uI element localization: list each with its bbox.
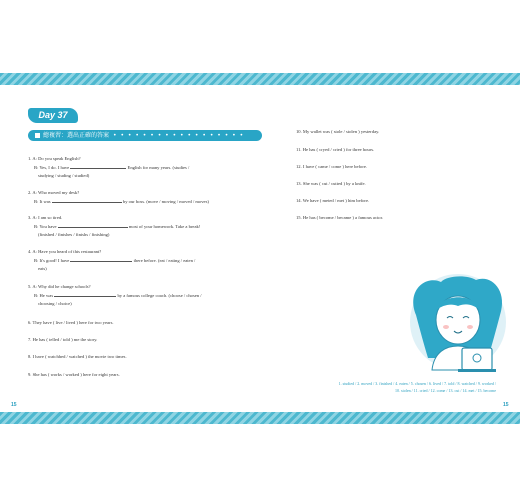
question-2 — [28, 189, 268, 206]
question-10: 10. My wallet was ( stole / stolen ) yesterday. — [296, 129, 380, 134]
question-4 — [28, 248, 268, 274]
page-number-right: 15 — [503, 402, 509, 408]
day-badge: Day 37 — [28, 108, 78, 123]
section-dots: • • • • • • • • • • • • • • • • • • — [113, 132, 245, 139]
answer-key — [296, 381, 496, 394]
bottom-decorative-band — [0, 412, 520, 424]
checkbox-icon — [35, 133, 40, 138]
question-12: 12. I have ( came / come ) here before. — [296, 164, 368, 169]
question-prompt: 2. A: Who moved my desk? — [28, 190, 80, 195]
section-title: 總複習：選出正確的答案 — [43, 132, 110, 139]
section-header — [28, 130, 262, 141]
answer-blank[interactable] — [52, 197, 122, 203]
question-3 — [28, 214, 268, 240]
question-13: 13. She was ( cut / cutted ) by a knife. — [296, 181, 366, 186]
answer-blank[interactable] — [58, 222, 128, 228]
question-options: choosing / choice) — [38, 301, 72, 307]
question-prompt: 4. A: Have you heard of this restaurant? — [28, 249, 102, 254]
answer-blank[interactable] — [54, 291, 116, 297]
question-15: 15. He has ( become / became ) a famous actor. — [296, 215, 383, 220]
top-decorative-band — [0, 73, 520, 85]
question-prompt: 1. A: Do you speak English? — [28, 156, 81, 161]
question-1 — [28, 155, 268, 181]
answer-blank[interactable] — [70, 256, 132, 262]
question-7: 7. He has ( telled / told ) me the story. — [28, 337, 98, 342]
question-answer-line: B: It was by our boss. (move / moving / moved / moves) — [34, 199, 209, 205]
question-6: 6. They have ( live / lived ) here for two years. — [28, 320, 114, 325]
question-14: 14. We have ( meted / met ) him before. — [296, 198, 370, 203]
question-answer-line: B: You have most of your homework. Take a break! — [34, 224, 201, 230]
question-5 — [28, 283, 268, 309]
question-answer-line: B: It's good! I have there before. (eat / eating / eaten / — [34, 258, 196, 264]
girl-with-laptop-illustration — [396, 270, 518, 380]
answer-blank[interactable] — [70, 163, 126, 169]
question-prompt: 3. A: I am so tired. — [28, 215, 63, 220]
answer-key-line: 1. studied / 2. moved / 3. finished / 4. eaten / 5. chosen / 6. lived / 7. told / 8. watched / 9. worked / — [338, 381, 496, 386]
question-options: eats) — [38, 266, 47, 272]
question-9: 9. She has ( works / worked ) here for eight years. — [28, 372, 120, 377]
page-number-left: 15 — [11, 402, 17, 408]
question-options: studying / studing / studied) — [38, 173, 90, 179]
question-8: 8. I have ( watchhed / watched ) the movie two times. — [28, 354, 127, 359]
question-11: 11. He has ( cryed / cried ) for three hours. — [296, 147, 375, 152]
question-answer-line: B: He was by a famous college coach. (choose / chosen / — [34, 293, 202, 299]
answer-key-line: 10. stolen / 11. cried / 12. come / 13. cut / 14. met / 15. become — [395, 387, 496, 393]
question-answer-line: B: Yes, I do. I have English for many years. (studies / — [34, 165, 190, 171]
question-prompt: 5. A: Why did he change schools? — [28, 284, 91, 289]
question-options: (finished / finishes / finishs / finishing) — [38, 232, 110, 238]
